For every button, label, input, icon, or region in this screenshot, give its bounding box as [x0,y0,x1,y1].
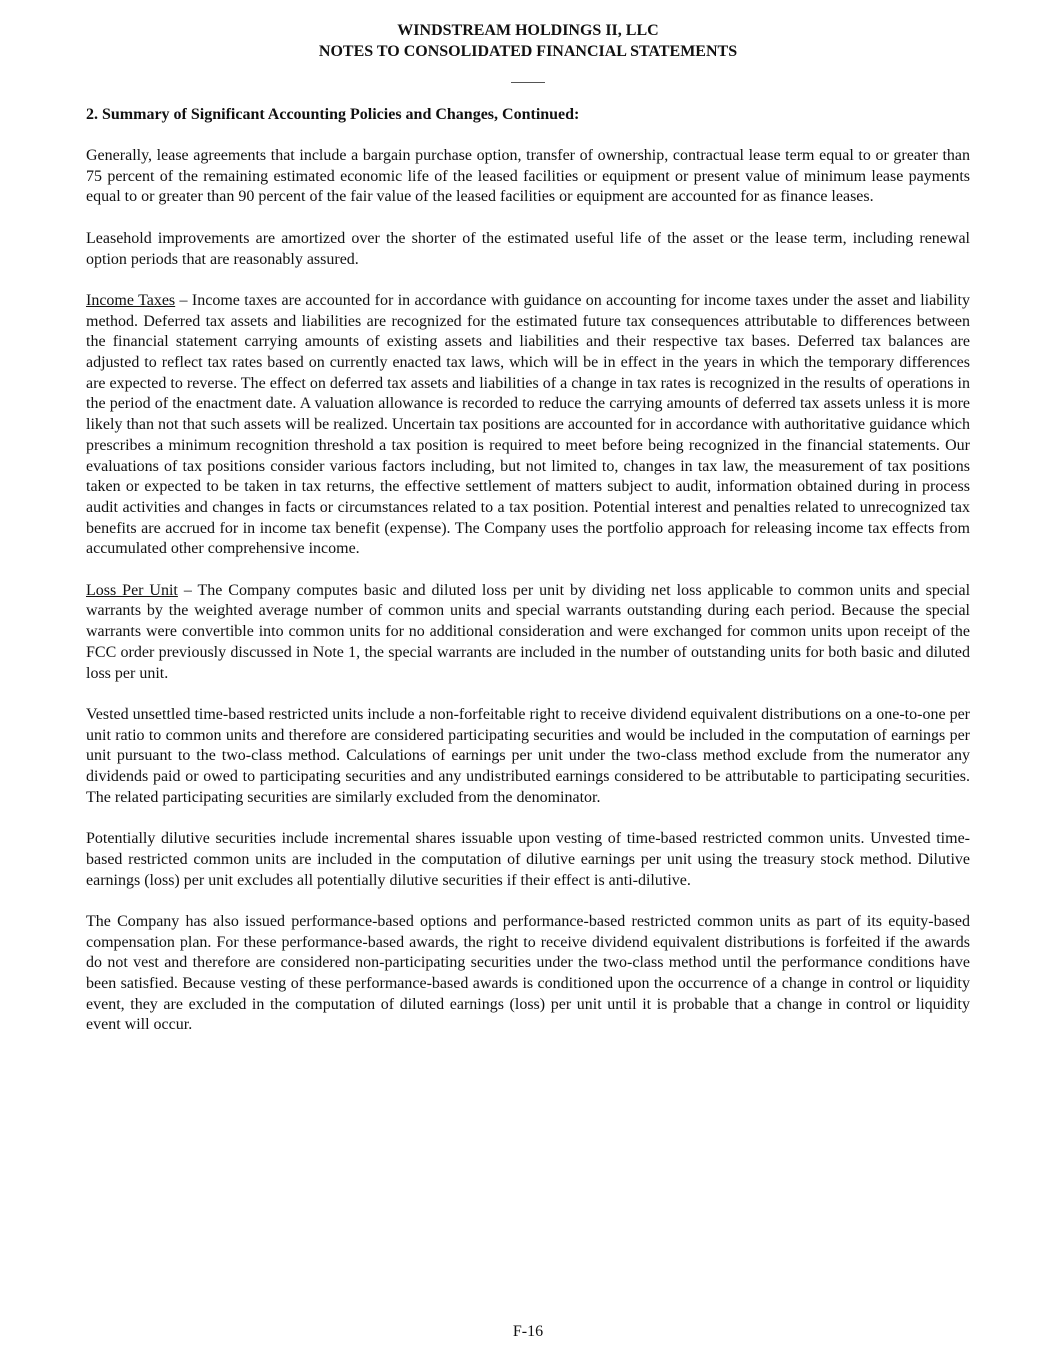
term-loss-per-unit: Loss Per Unit [86,581,178,599]
loss-per-unit-text: – The Company computes basic and diluted loss per unit by dividing net loss applicable to common units and special warrants by the weighted average number of common units and special warrants outstanding during each period. Because the special warrants were convertible into common units for no additional consideration and were exchanged for common units upon receipt of the FCC order previously discussed in Note 1, the special warrants are included in the number of outstanding units for both basic and diluted loss per unit. [86,581,971,682]
paragraph-performance-awards: The Company has also issued performance-based options and performance-based restricted common units as part of its equity-based compensation plan. For these performance-based awards, the right to receive dividend equivalent distributions is forfeited if the awards do not vest and therefore are considered non-participating securities under the two-class method until the performance conditions have been satisfied. Because vesting of these performance-based awards is conditioned upon the occurrence of a change in control or liquidity event, they are excluded in the computation of diluted earnings (loss) per unit until it is probable that a change in control or liquidity event will occur. [86,912,970,1034]
header-divider [511,82,545,83]
paragraph-vested-units: Vested unsettled time-based restricted units include a non-forfeitable right to receive dividend equivalent distributions on a one-to-one per unit ratio to common units and therefore are considered participating securities and would be included in the computation of earnings per unit pursuant to the two-class method. Calculations of earnings per unit under the two-class method exclude from the numerator any dividends paid or owed to participating securities and any undistributed earnings considered to be attributable to participating securities. The related participating securities are similarly excluded from the denominator. [86,705,970,806]
section-heading: 2. Summary of Significant Accounting Policies and Changes, Continued: [86,106,580,123]
document-title: NOTES TO CONSOLIDATED FINANCIAL STATEMENTS [318,43,738,60]
income-taxes-text: – Income taxes are accounted for in accordance with guidance on accounting for income taxes under the asset and liability method. Deferred tax assets and liabilities are recognized for the estimated future tax consequences attributable to differences between the financial statement carrying amounts of existing assets and liabilities and their respective tax bases. Deferred tax balances are adjusted to reflect tax rates based on currently enacted tax laws, which will be in effect in the years in which the temporary differences are expected to reverse. The effect on deferred tax assets and liabilities of a change in tax rates is recognized in the results of operations in the period of the enactment date. A valuation allowance is recorded to reduce the carrying amounts of deferred tax assets unless it is more likely than not that such assets will be realized. Uncertain tax positions are accounted for in accordance with authoritative guidance which prescribes a minimum recognition threshold a tax position is required to meet before being recognized in the financial statements. Our evaluations of tax positions consider various factors including, but not limited to, changes in tax law, the measurement of tax positions taken or expected to be taken in tax returns, the effective settlement of matters subject to audit, information obtained during in process audit activities and changes in facts or circumstances related to a tax position. Potential interest and penalties related to unrecognized tax benefits are accrued for in income tax benefit (expense). The Company uses the portfolio approach for releasing income tax effects from accumulated other comprehensive income. [86,291,970,558]
term-income-taxes: Income Taxes [86,291,176,309]
page-number: F-16 [512,1323,544,1340]
paragraph-leasehold-improvements: Leasehold improvements are amortized over the shorter of the estimated useful life of the asset or the lease term, including renewal option periods that are reasonably assured. [86,229,970,268]
paragraph-dilutive-securities: Potentially dilutive securities include incremental shares issuable upon vesting of time-based restricted common units. Unvested time-based restricted common units are included in the computation of dilutive earnings per unit using the treasury stock method. Dilutive earnings (loss) per unit excludes all potentially dilutive securities if their effect is anti-dilutive. [86,830,970,889]
body-text [86,146,970,1057]
paragraph-income-taxes [86,291,970,560]
company-name: WINDSTREAM HOLDINGS II, LLC [397,22,659,39]
page-header [86,20,970,83]
paragraph-loss-per-unit [86,581,970,685]
paragraph-finance-leases: Generally, lease agreements that include a bargain purchase option, transfer of ownership, contractual lease term equal to or greater than 75 percent of the remaining estimated economic life of the leased facilities or equipment or present value of minimum lease payments equal to or greater than 90 percent of the fair value of the leased facilities or equipment are accounted for as finance leases. [86,147,970,206]
